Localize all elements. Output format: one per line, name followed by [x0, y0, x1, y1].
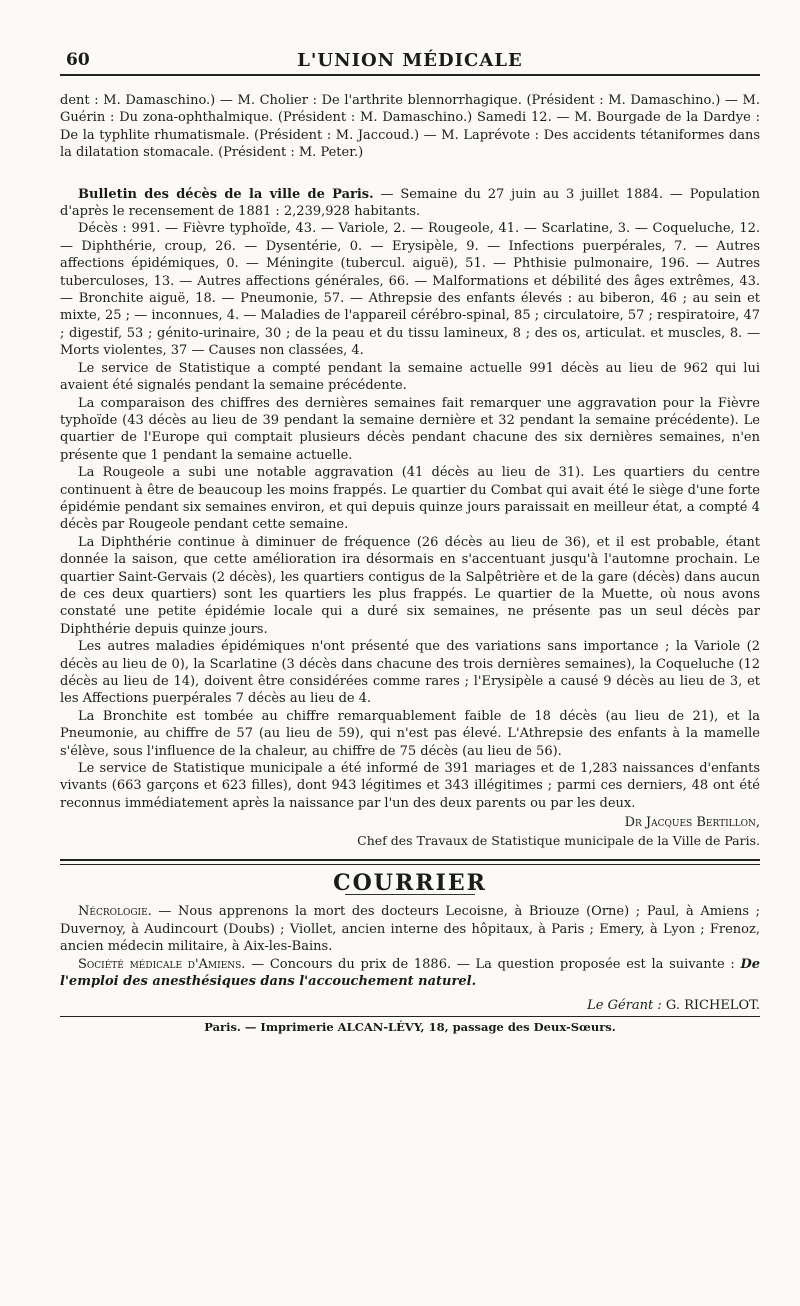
gerant-line — [60, 997, 760, 1014]
bulletin-paragraph: La Bronchite est tombée au chiffre remarquablement faible de 18 décès (au lieu de 21), et la Pneumonie, au chiffre de 57 (au lieu de 59), qui n'est pas élevé. L'Athrepsie des enfants à la mamelle s'élève, sous l'influence de la chaleur, au chiffre de 75 décès (au lieu de 56). — [60, 708, 760, 759]
bulletin-intro-text: — Semaine du 27 juin au 3 juillet 1884. — Population d'après le recensement de 1881 : 2,239,928 habitants. — [60, 186, 760, 220]
spacer — [60, 162, 760, 186]
necrologie-paragraph — [60, 903, 760, 955]
bulletin-paragraph: La comparaison des chiffres des dernières semaines fait remarquer une aggravation pour la Fièvre typhoïde (43 décès au lieu de 39 pendant la semaine dernière et 32 pendant la semaine précédente). Le quartier de l'Europe qui comptait plusieurs décès pendant chacune des six dernières semaines, n'en présente que 1 pendant la semaine actuelle. — [60, 395, 760, 463]
signature-name: Dr Jacques Bertillon, — [624, 815, 760, 831]
societe-paragraph — [60, 956, 760, 991]
societe-label: Société médicale d'Amiens. — [78, 956, 246, 972]
gerant-label: Le Gérant : — [587, 997, 662, 1013]
bulletin-paragraph: Le service de Statistique municipale a été informé de 391 mariages et de 1,283 naissances d'enfants vivants (663 garçons et 623 filles), dont 943 légitimes et 343 illégitimes ; parmi ces derniers, 48 ont été reconnus immédiatement après la naissance par l'un des deux parents ou par les deux. — [60, 761, 760, 811]
gerant-name: G. RICHELOT. — [665, 997, 760, 1013]
bulletin-paragraph: La Diphthérie continue à diminuer de fréquence (26 décès au lieu de 36), et il est probable, étant donnée la saison, que cette amélioration ira désormais en s'accentuant jusqu'à l'automne prochain. Le quartier Saint-Gervais (2 décès), les quartiers contigus de la Salpêtrière et de la gare (décès) dans aucun de ces deux quartiers) sont les quartiers les plus frappés. Le quartier de la Muette, où nous avons constaté une petite épidémie locale qui a duré six semaines, ne présente pas un seul décès par Diphthérie depuis quinze jours. — [60, 534, 760, 637]
footer-rule — [60, 1016, 760, 1017]
signature-title: Chef des Travaux de Statistique municipale de la Ville de Paris. — [357, 832, 760, 848]
societe-text: — Concours du prix de 1886. — La question proposée est la suivante : — [245, 956, 741, 972]
bulletin-causes: Décès : 991. — Fièvre typhoïde, 43. — Variole, 2. — Rougeole, 41. — Scarlatine, 3. — Coqueluche, 12. — Diphthérie, croup, 26. — Dysentérie, 0. — Erysipèle, 9. — Infections puerpérales, 7. — Autres affections épidémiques, 0. — Méningite (tubercul. aiguë), 51. — Phthisie pulmonaire, 196. — Autres tuberculoses, 13. — Autres affections générales, 66. — Malformations et débilité des âges extrêmes, 43. — Bronchite aiguë, 18. — Pneumonie, 57. — Athrepsie des enfants élevés : au biberon, 46 ; au sein et mixte, 25 ; — inconnues, 4. — Maladies de l'appareil cérébro-spinal, 85 ; circulatoire, 57 ; respiratoire, 47 ; digestif, 53 ; génito-urinaire, 30 ; de la peau et du tissu lamineux, 8 ; des os, articulat. et muscles, 8. — Morts violentes, 37 — Causes non classées, 4. — [60, 221, 760, 359]
signature — [60, 814, 760, 831]
page-content — [60, 92, 760, 1036]
necrologie-text: — Nous apprenons la mort des docteurs Lecoisne, à Briouze (Orne) ; Paul, à Amiens ; Duvernoy, à Audincourt (Doubs) ; Viollet, ancien interne des hôpitaux, à Paris ; Emery, à Lyon ; Frenoz, ancien médecin militaire, à Aix-les-Bains. — [60, 904, 760, 955]
bulletin-paragraph: Les autres maladies épidémiques n'ont présenté que des variations sans importance ; la Variole (2 décès au lieu de 0), la Scarlatine (3 décès dans chacune des trois dernières semaines), la Coqueluche (12 décès au lieu de 14), doivent être considérées comme rares ; l'Erysipèle a causé 9 décès au lieu de 3, et les Affections puerpérales 7 décès au lieu de 4. — [60, 639, 760, 707]
intro-paragraph: dent : M. Damaschino.) — M. Cholier : De l'arthrite blennorrhagique. (Président : M. Damaschino.) — M. Guérin : Du zona-ophthalmique. (Président : M. Damaschino.) Samedi 12. — M. Bourgade de la Dardye : De la typhlite rhumatismale. (Président : M. Jaccoud.) — M. Laprévote : Des accidents tétaniformes dans la dilatation stomacale. (Président : M. Peter.) — [60, 93, 760, 161]
bulletin-paragraph: La Rougeole a subi une notable aggravation (41 décès au lieu de 31). Les quartiers du centre continuent à être de beaucoup les moins frappés. Le quartier du Combat qui avait été le siège d'une forte épidémie pendant six semaines environ, et qui depuis quinze jours paraissait en meilleur état, a compté 4 décès par Rougeole pendant cette semaine. — [60, 465, 760, 533]
bulletin-heading-paragraph — [60, 186, 760, 221]
running-title: L'UNION MÉDICALE — [297, 50, 523, 71]
page-header — [60, 46, 760, 76]
bulletin-title: Bulletin des décès de la ville de Paris. — [78, 186, 374, 202]
section-divider — [60, 859, 760, 865]
societe-question: De l'emploi des anesthésiques dans l'accouchement naturel. — [60, 956, 760, 990]
page-number: 60 — [66, 50, 90, 70]
courrier-title: COURRIER — [333, 870, 487, 897]
necrologie-label: Nécrologie. — [78, 904, 152, 920]
printer-imprint: Paris. — Imprimerie ALCAN-LÉVY, 18, passage des Deux-Sœurs. — [204, 1019, 616, 1034]
bulletin-paragraph: Le service de Statistique a compté pendant la semaine actuelle 991 décès au lieu de 962 qui lui avaient été signalés pendant la semaine précédente. — [60, 360, 760, 394]
